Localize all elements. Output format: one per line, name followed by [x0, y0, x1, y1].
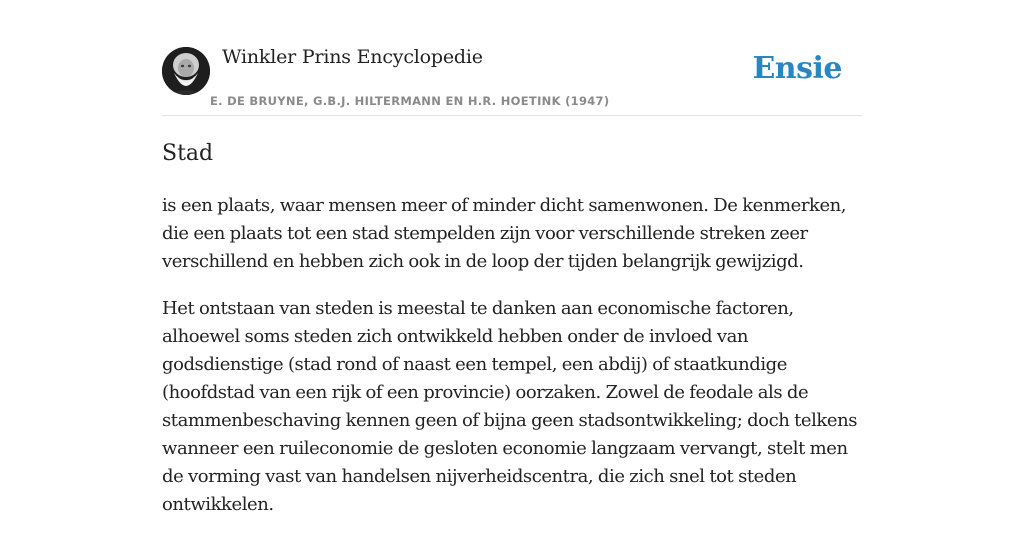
page [162, 0, 862, 515]
entry-title: Stad [162, 141, 214, 166]
header [162, 0, 862, 116]
site-title[interactable]: Winkler Prins Encyclopedie [222, 46, 483, 68]
entry-body [162, 192, 862, 538]
brand-logo[interactable]: Ensie [752, 51, 842, 86]
authors-line: E. DE BRUYNE, G.B.J. HILTERMANN EN H.R. HOETINK (1947) [210, 94, 610, 108]
portrait-icon [162, 47, 210, 95]
paragraph: is een plaats, waar mensen meer of minder dicht samenwonen. De kenmerken, die een plaats tot een stad stempelden zijn voor verschillende streken zeer verschillend en hebben zich ook in de loop der tijden belangrijk gewijzigd. [162, 195, 847, 272]
paragraph: Het ontstaan van steden is meestal te danken aan economische factoren, alhoewel soms steden zich ontwikkeld hebben onder de invloed van godsdienstige (stad rond of naast een tempel, een abdij) of staatkundige (hoofdstad van een rijk of een provincie) oorzaken. Zowel de feodale als de stammenbeschaving kennen geen of bijna geen stadsontwikkeling; doch telkens wanneer een ruileconomie de gesloten economie langzaam vervangt, stelt men de vorming vast van handelsen nijverheidscentra, die zich snel tot steden ontwikkelen. [162, 298, 857, 515]
author-avatar[interactable] [162, 47, 210, 95]
